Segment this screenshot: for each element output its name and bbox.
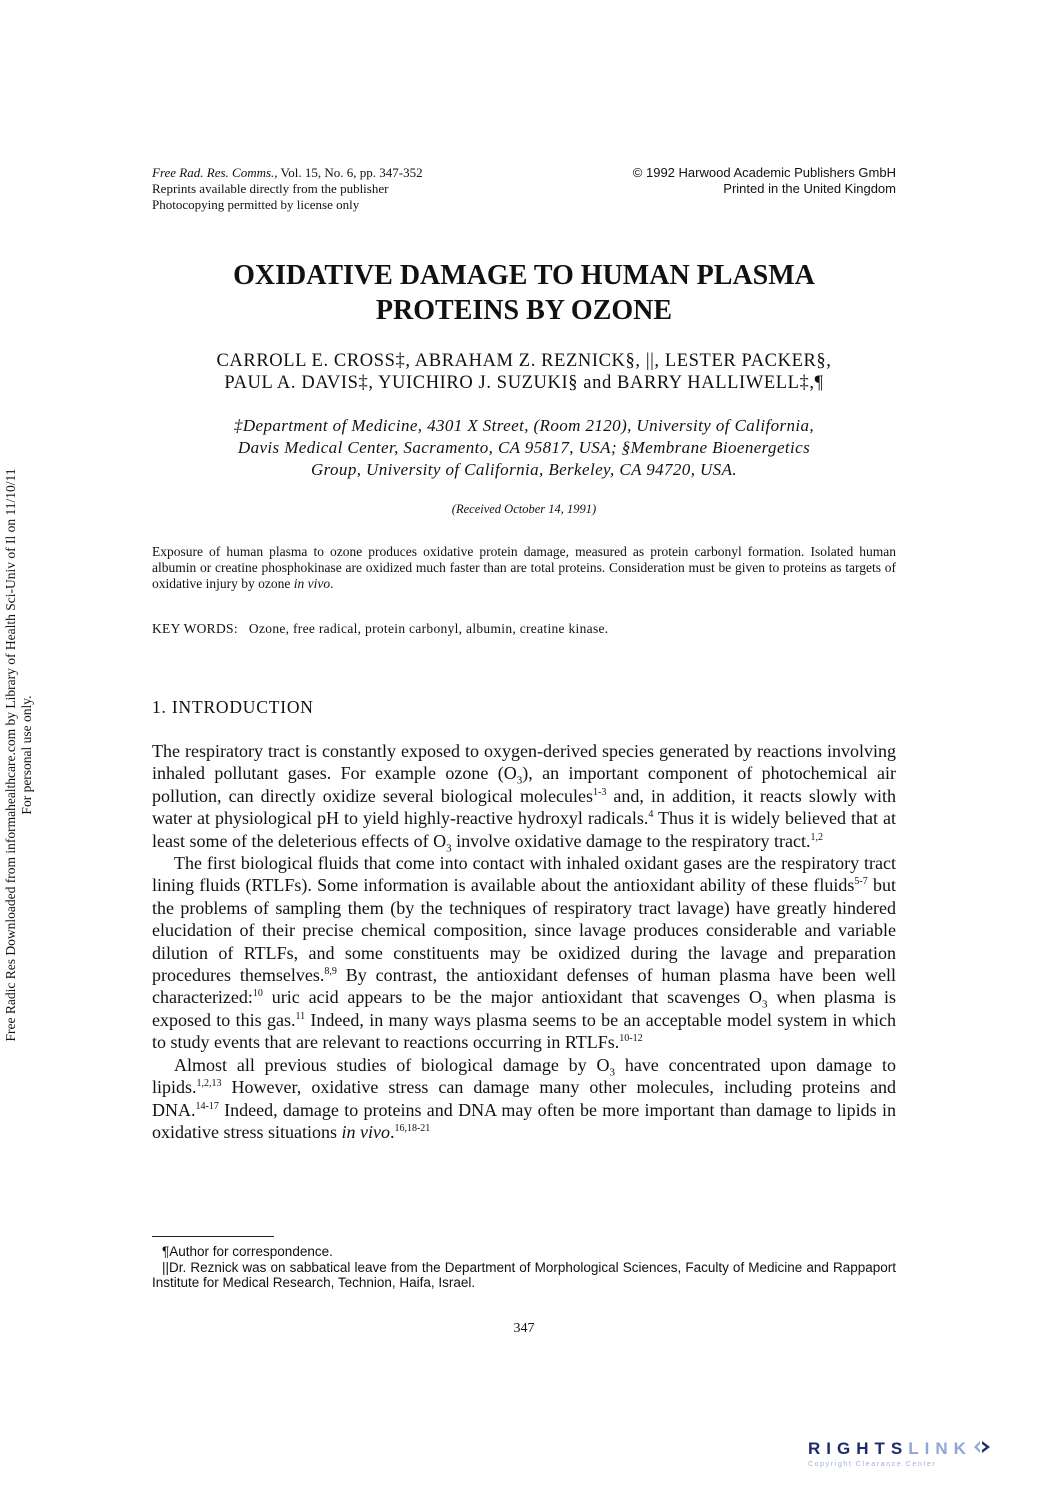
authors-line-2: PAUL A. DAVIS‡, YUICHIRO J. SUZUKI§ and BARRY HALLIWELL‡,¶	[224, 373, 824, 393]
text-run: but the problems of sampling them (by the techniques of respiratory tract lavage) have greatly hindered elucidation of their precise chemical composition, since lavage produces considerable and variable dilution of RTLFs, and some constituents may be oxidized during the lavage and preparation procedures themselves.	[152, 875, 896, 986]
authors-line-1: CARROLL E. CROSS‡, ABRAHAM Z. REZNICK§, ||, LESTER PACKER§,	[216, 351, 832, 371]
introduction-body	[152, 740, 896, 1143]
citation-line	[152, 165, 572, 181]
text-run: have concentrated upon damage to lipids.	[152, 1054, 896, 1098]
citation-ref: 4	[648, 809, 654, 821]
copyright-line: © 1992 Harwood Academic Publishers GmbH	[632, 165, 896, 180]
text-run: Indeed, in many ways plasma seems to be an acceptable model system in which to study events that are relevant to reactions occurring in RTLFs.	[152, 1009, 896, 1053]
journal-citation: , Vol. 15, No. 6, pp. 347-352	[274, 165, 423, 180]
italic-text: in vivo	[341, 1121, 390, 1142]
rightslink-logo[interactable]	[808, 1439, 1030, 1475]
text-run: when plasma is exposed to this gas.	[152, 987, 896, 1030]
text-run: The first biological fluids that come into contact with inhaled oxidant gases are the respiratory tract lining fluids (RTLFs). Some information is available about the antioxidant ability of these fluids	[152, 853, 896, 896]
text-run: However, oxidative stress can damage many other molecules, including proteins and DNA.	[152, 1077, 896, 1120]
journal-name: Free Rad. Res. Comms.	[152, 165, 275, 180]
subscript: 3	[609, 1066, 615, 1079]
title-line-1: OXIDATIVE DAMAGE TO HUMAN PLASMA	[233, 260, 815, 291]
logo-text-link: LINK	[908, 1439, 972, 1458]
text-run: Almost all previous studies of biological damage by O	[174, 1054, 610, 1075]
abstract-italic: in vivo	[293, 576, 331, 591]
author-list	[152, 350, 896, 394]
citation-ref: 10	[252, 988, 263, 1000]
photocopy-note: Photocopying permitted by license only	[152, 197, 360, 212]
subscript: 3	[516, 775, 523, 787]
citation-ref: 1,2	[810, 831, 823, 843]
citation-ref: 10-12	[619, 1033, 643, 1045]
logo-chevron-icon	[972, 1439, 992, 1455]
citation-ref: 11	[295, 1010, 306, 1022]
watermark-line-1: Free Radic Res Downloaded from informahealthcare.com by Library of Health Sci-Univ of Il on 11/10/11	[3, 468, 18, 1042]
journal-header	[152, 165, 572, 213]
keywords	[152, 621, 896, 637]
affiliation-line-3: Group, University of California, Berkeley, CA 94720, USA.	[310, 460, 738, 479]
printed-line: Printed in the United Kingdom	[723, 181, 896, 196]
footnote-divider	[152, 1236, 274, 1237]
logo-subtext: Copyright Clearance Center	[808, 1461, 937, 1468]
reprints-note: Reprints available directly from the publisher	[152, 181, 389, 196]
subscript: 3	[446, 842, 452, 855]
citation-ref: 5-7	[854, 876, 868, 888]
footnotes	[152, 1244, 896, 1291]
affiliation-line-2: Davis Medical Center, Sacramento, CA 95817, USA; §Membrane Bioenergetics	[237, 438, 811, 457]
paper-title	[152, 258, 896, 328]
text-run: uric acid appears to be the major antioxidant that scavenges O	[262, 987, 762, 1008]
paragraph-3	[152, 1054, 896, 1144]
text-run: The respiratory tract is constantly exposed to oxygen-derived species generated by reactions involving inhaled pollutant gases. For example ozone (O	[152, 741, 896, 784]
citation-ref: 16,18-21	[394, 1122, 431, 1134]
citation-ref: 14-17	[195, 1100, 219, 1112]
section-heading: 1. INTRODUCTION	[152, 697, 314, 717]
text-run: and, in addition, it reacts slowly with water at physiological pH to yield highly-reactive hydroxyl radicals.	[152, 785, 896, 829]
affiliation-line-1: ‡Department of Medicine, 4301 X Street, (Room 2120), University of California,	[233, 416, 815, 435]
text-run: involve oxidative damage to the respiratory tract.	[451, 830, 811, 851]
keywords-label: KEY WORDS:	[152, 621, 238, 636]
footnote-2: ||Dr. Reznick was on sabbatical leave from the Department of Morphological Sciences, Faculty of Medicine and Rappaport Institute for Medical Research, Technion, Haifa, Israel.	[152, 1259, 896, 1290]
download-watermark	[3, 405, 35, 1105]
abstract	[152, 544, 896, 592]
text-run: Indeed, damage to proteins and DNA may often be more important than damage to lipids in oxidative stress situations	[152, 1099, 896, 1142]
subscript: 3	[762, 999, 768, 1012]
paragraph-2	[152, 852, 896, 1054]
affiliations	[152, 415, 896, 481]
text-run: ), an important component of photochemical air pollution, can directly oxidize several biological molecules	[152, 763, 896, 806]
abstract-text: Exposure of human plasma to ozone produces oxidative protein damage, measured as protein carbonyl formation. Isolated human albumin or creatine phosphokinase are oxidized much faster than are total proteins. Consideration must be given to proteins as targets of oxidative injury by ozone	[152, 544, 896, 591]
footnote-1: ¶Author for correspondence.	[162, 1244, 333, 1259]
text-run: By contrast, the antioxidant defenses of human plasma have been well characterized:	[152, 965, 896, 1008]
received-date: (Received October 14, 1991)	[451, 502, 597, 516]
watermark-line-2: For personal use only.	[19, 695, 34, 815]
citation-ref: 8,9	[324, 966, 337, 978]
citation-ref: 1,2,13	[196, 1078, 222, 1090]
abstract-period: .	[330, 576, 334, 591]
keywords-list: Ozone, free radical, protein carbonyl, albumin, creatine kinase.	[248, 621, 609, 636]
logo-text-rights: RIGHTS	[808, 1439, 909, 1458]
text-run: .	[389, 1121, 395, 1142]
title-line-2: PROTEINS BY OZONE	[375, 295, 673, 326]
publisher-header	[600, 165, 896, 197]
paragraph-1	[152, 740, 897, 855]
text-run: Thus it is widely believed that at least some of the deleterious effects of O	[152, 808, 897, 851]
citation-ref: 1-3	[592, 786, 607, 798]
rightslink-wordmark	[808, 1439, 1030, 1459]
page-number: 347	[513, 1321, 535, 1336]
